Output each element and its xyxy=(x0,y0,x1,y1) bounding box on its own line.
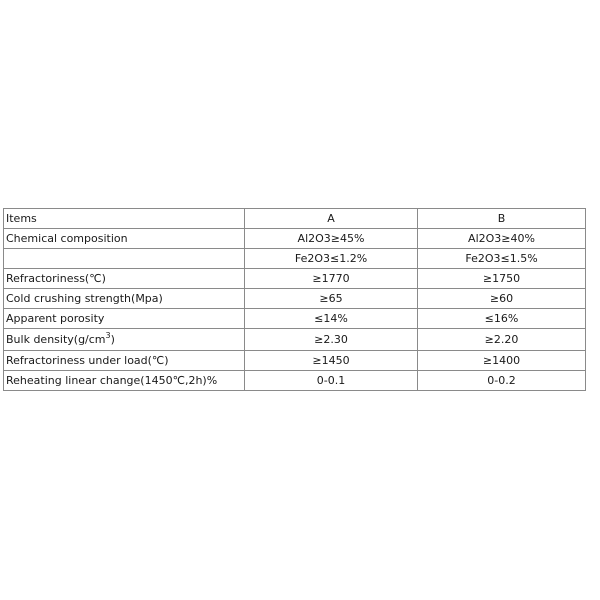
row-item-label xyxy=(4,249,245,269)
properties-table xyxy=(3,208,586,391)
row-item-label: Refractoriness under load(℃) xyxy=(4,351,245,371)
row-value-b: ≥1750 xyxy=(418,269,586,289)
row-value-b: ≤16% xyxy=(418,309,586,329)
row-value-b: ≥60 xyxy=(418,289,586,309)
row-value-a: 0-0.1 xyxy=(245,371,418,391)
row-value-b: 0-0.2 xyxy=(418,371,586,391)
row-item-label: Chemical composition xyxy=(4,229,245,249)
table-row xyxy=(4,351,586,371)
row-value-a: ≥1450 xyxy=(245,351,418,371)
row-value-a: ≤14% xyxy=(245,309,418,329)
header-a: A xyxy=(245,209,418,229)
table-row xyxy=(4,371,586,391)
row-item-text: Bulk density(g/cm xyxy=(6,333,106,346)
row-item-suffix: ) xyxy=(110,333,115,346)
row-item-label: Apparent porosity xyxy=(4,309,245,329)
row-value-a: ≥65 xyxy=(245,289,418,309)
table-row xyxy=(4,269,586,289)
row-value-a: ≥1770 xyxy=(245,269,418,289)
row-item-superscript: 3 xyxy=(105,331,111,340)
header-items: Items xyxy=(4,209,245,229)
row-item-label: Refractoriness(℃) xyxy=(4,269,245,289)
row-value-b: ≥2.20 xyxy=(418,329,586,351)
header-b: B xyxy=(418,209,586,229)
row-item-label: Reheating linear change(1450℃,2h)% xyxy=(4,371,245,391)
table-row xyxy=(4,229,586,249)
row-value-a: Fe2O3≤1.2% xyxy=(245,249,418,269)
table-row xyxy=(4,329,586,351)
row-item-label xyxy=(4,329,245,351)
table-row xyxy=(4,309,586,329)
table-row xyxy=(4,289,586,309)
table-header-row xyxy=(4,209,586,229)
row-value-b: Al2O3≥40% xyxy=(418,229,586,249)
row-value-a: Al2O3≥45% xyxy=(245,229,418,249)
row-value-b: ≥1400 xyxy=(418,351,586,371)
row-value-b: Fe2O3≤1.5% xyxy=(418,249,586,269)
row-item-label: Cold crushing strength(Mpa) xyxy=(4,289,245,309)
row-value-a: ≥2.30 xyxy=(245,329,418,351)
table-row xyxy=(4,249,586,269)
